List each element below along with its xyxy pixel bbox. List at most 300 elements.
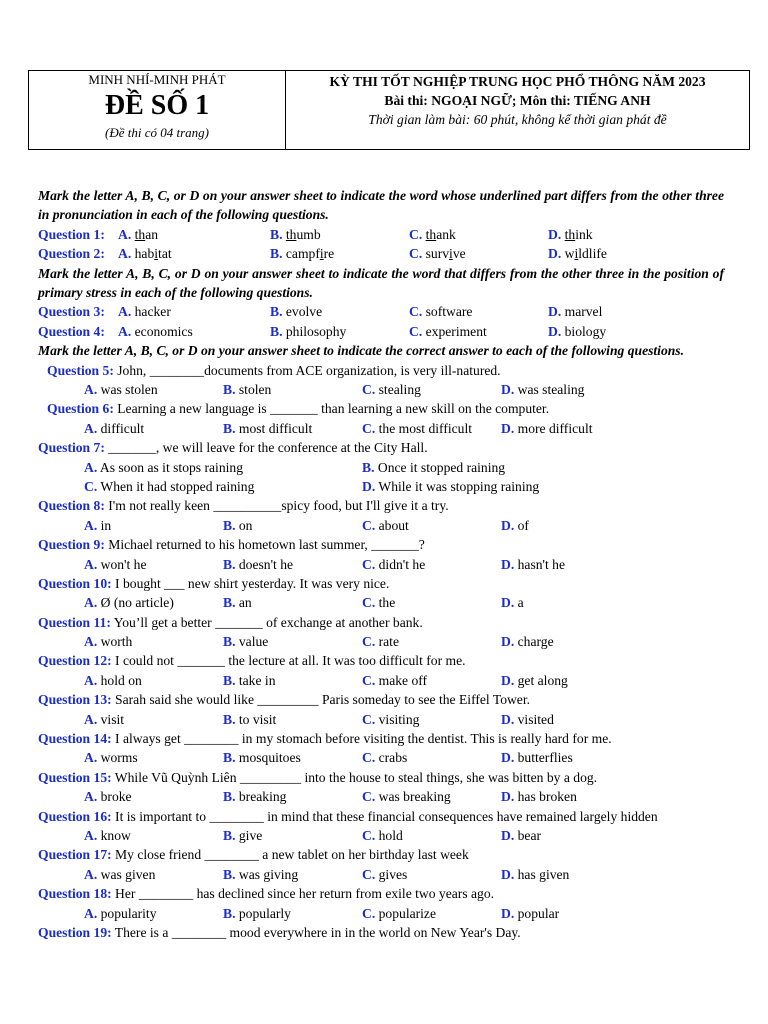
option-c[interactable] xyxy=(409,302,472,321)
question-label: Question 17: xyxy=(38,847,112,863)
option-d[interactable] xyxy=(501,865,569,884)
option-text: most difficult xyxy=(238,420,313,436)
option-c[interactable] xyxy=(362,671,427,690)
option-letter: B. xyxy=(223,556,236,572)
question-text: I'm not really keen __________spicy food, but I'll give it a try. xyxy=(108,498,449,514)
option-a[interactable] xyxy=(84,671,142,690)
option-letter: B. xyxy=(223,595,236,611)
option-text: surv xyxy=(425,246,450,262)
option-text: give xyxy=(238,827,263,843)
question-13-options xyxy=(38,710,724,729)
option-letter: D. xyxy=(548,304,562,320)
question-19 xyxy=(38,923,724,942)
option-letter: C. xyxy=(362,711,376,727)
option-letter: D. xyxy=(548,226,562,242)
option-letter: D. xyxy=(501,866,515,882)
option-text: ank xyxy=(436,226,456,242)
question-16 xyxy=(38,807,724,826)
option-text: hab xyxy=(134,246,155,262)
option-letter: C. xyxy=(362,420,376,436)
option-d[interactable] xyxy=(501,419,593,438)
question-label: Question 19: xyxy=(38,924,112,940)
option-b[interactable] xyxy=(223,748,301,767)
option-a[interactable] xyxy=(84,787,132,806)
question-14-options xyxy=(38,748,724,767)
option-text: hacker xyxy=(134,304,171,320)
option-text: As soon as it stops raining xyxy=(99,459,243,475)
option-letter: C. xyxy=(362,634,376,650)
question-2 xyxy=(38,244,724,263)
question-6 xyxy=(38,399,724,418)
option-d[interactable] xyxy=(548,244,607,263)
option-text: ink xyxy=(575,226,593,242)
question-label: Question 5: xyxy=(47,362,114,378)
option-d[interactable] xyxy=(501,787,577,806)
question-label: Question 10: xyxy=(38,575,112,591)
option-letter: A. xyxy=(118,304,132,320)
option-text: won't he xyxy=(100,556,147,572)
option-text: philosophy xyxy=(285,323,347,339)
question-7-options-row1 xyxy=(38,458,724,477)
instruction-pronunciation: Mark the letter A, B, C, or D on your answer sheet to indicate the word whose underlined part differs from the other three in pronunciation in each of the following questions. xyxy=(38,188,724,223)
option-d[interactable] xyxy=(548,322,606,341)
option-d[interactable] xyxy=(501,710,554,729)
question-label: Question 4: xyxy=(38,323,105,339)
question-label: Question 3: xyxy=(38,304,105,320)
option-text: has given xyxy=(517,866,570,882)
option-d[interactable] xyxy=(548,225,593,244)
option-d[interactable] xyxy=(501,380,584,399)
option-d[interactable] xyxy=(501,593,524,612)
underlined-part: th xyxy=(134,226,146,242)
question-label: Question 11: xyxy=(38,614,111,630)
option-c[interactable] xyxy=(362,593,395,612)
option-c[interactable] xyxy=(362,419,472,438)
option-letter: A. xyxy=(118,323,132,339)
option-text: visiting xyxy=(378,711,420,727)
option-text: re xyxy=(323,246,335,262)
question-text: It is important to ________ in mind that these financial consequences have remained largely hidden xyxy=(115,808,658,824)
option-letter: B. xyxy=(270,226,283,242)
option-letter: D. xyxy=(548,323,562,339)
option-letter: A. xyxy=(84,634,98,650)
option-text: popular xyxy=(517,905,560,921)
question-17-options xyxy=(38,865,724,884)
option-text: has broken xyxy=(517,789,577,805)
option-b[interactable] xyxy=(270,322,346,341)
option-b[interactable] xyxy=(270,225,321,244)
option-a[interactable] xyxy=(118,322,193,341)
question-10-options xyxy=(38,593,724,612)
option-a[interactable] xyxy=(84,748,138,767)
option-text: biology xyxy=(564,323,607,339)
option-b[interactable] xyxy=(362,458,505,477)
option-letter: C. xyxy=(409,246,423,262)
option-b[interactable] xyxy=(223,419,312,438)
option-text: take in xyxy=(238,672,276,688)
option-b[interactable] xyxy=(223,826,262,845)
option-a[interactable] xyxy=(84,593,174,612)
option-b[interactable] xyxy=(223,710,276,729)
question-17 xyxy=(38,845,724,864)
option-text: stolen xyxy=(238,381,272,397)
underlined-part: th xyxy=(564,226,576,242)
option-text: in xyxy=(100,517,112,533)
option-text: an xyxy=(145,226,159,242)
option-text: worms xyxy=(100,750,138,766)
exam-subject: Bài thi: NGOẠI NGỮ; Môn thi: TIẾNG ANH xyxy=(384,93,651,108)
option-b[interactable] xyxy=(270,302,322,321)
question-label: Question 6: xyxy=(47,401,114,417)
option-c[interactable] xyxy=(84,477,254,496)
option-d[interactable] xyxy=(501,632,554,651)
option-letter: C. xyxy=(362,517,376,533)
option-letter: C. xyxy=(84,478,98,494)
question-label: Question 14: xyxy=(38,731,112,747)
option-text: w xyxy=(564,246,575,262)
option-text: butterflies xyxy=(517,750,573,766)
question-text: _______, we will leave for the conference at the City Hall. xyxy=(108,440,428,456)
option-text: When it had stopped raining xyxy=(100,478,255,494)
option-text: tat xyxy=(158,246,172,262)
question-15 xyxy=(38,768,724,787)
option-a[interactable] xyxy=(84,865,155,884)
question-label: Question 2: xyxy=(38,246,105,262)
option-text: umb xyxy=(296,226,321,242)
option-letter: C. xyxy=(362,789,376,805)
question-4 xyxy=(38,322,724,341)
option-text: gives xyxy=(378,866,408,882)
option-letter: A. xyxy=(84,517,98,533)
question-10 xyxy=(38,574,724,593)
option-text: mosquitoes xyxy=(238,750,301,766)
underlined-part: th xyxy=(425,226,437,242)
underlined-part: i xyxy=(319,246,324,262)
question-text: I bought ___ new shirt yesterday. It was very nice. xyxy=(115,575,390,591)
question-label: Question 16: xyxy=(38,808,112,824)
option-letter: D. xyxy=(362,478,376,494)
question-9 xyxy=(38,535,724,554)
question-11-options xyxy=(38,632,724,651)
option-text: to visit xyxy=(238,711,277,727)
option-c[interactable] xyxy=(362,380,421,399)
option-b[interactable] xyxy=(270,244,334,263)
exam-content xyxy=(38,186,724,942)
question-text: Her ________ has declined since her return from exile two years ago. xyxy=(115,886,495,902)
option-letter: D. xyxy=(501,556,515,572)
option-c[interactable] xyxy=(362,904,436,923)
option-letter: A. xyxy=(84,866,98,882)
option-text: ldlife xyxy=(578,246,607,262)
option-text: more difficult xyxy=(517,420,593,436)
option-d[interactable] xyxy=(501,555,565,574)
option-text: economics xyxy=(134,323,193,339)
question-text: While Vũ Quỳnh Liên _________ into the house to steal things, she was bitten by a dog. xyxy=(114,769,598,785)
question-label: Question 18: xyxy=(38,886,112,902)
option-d[interactable] xyxy=(501,671,568,690)
option-d[interactable] xyxy=(501,826,541,845)
question-3 xyxy=(38,302,724,321)
option-letter: D. xyxy=(501,595,515,611)
option-b[interactable] xyxy=(223,787,286,806)
option-text: didn't he xyxy=(378,556,426,572)
option-letter: B. xyxy=(270,246,283,262)
option-c[interactable] xyxy=(362,865,407,884)
option-d[interactable] xyxy=(501,516,529,535)
option-text: about xyxy=(378,517,409,533)
option-text: Ø (no article) xyxy=(100,595,174,611)
option-text: visit xyxy=(100,711,125,727)
option-b[interactable] xyxy=(223,555,293,574)
question-8-options xyxy=(38,516,724,535)
option-d[interactable] xyxy=(548,302,602,321)
option-letter: C. xyxy=(362,672,376,688)
option-text: an xyxy=(238,595,252,611)
option-text: crabs xyxy=(378,750,408,766)
option-letter: A. xyxy=(84,381,98,397)
option-a[interactable] xyxy=(84,710,124,729)
question-7 xyxy=(38,438,724,457)
option-c[interactable] xyxy=(362,516,409,535)
option-text: a xyxy=(517,595,524,611)
option-text: experiment xyxy=(425,323,487,339)
option-a[interactable] xyxy=(118,225,158,244)
option-letter: B. xyxy=(223,381,236,397)
option-a[interactable] xyxy=(84,904,157,923)
option-letter: C. xyxy=(362,750,376,766)
option-letter: B. xyxy=(270,323,283,339)
option-text: the most difficult xyxy=(378,420,473,436)
option-text: value xyxy=(238,634,269,650)
option-text: doesn't he xyxy=(238,556,294,572)
time-note: Thời gian làm bài: 60 phút, không kể thời gian phát đề xyxy=(368,112,667,127)
question-6-options xyxy=(38,419,724,438)
option-c[interactable] xyxy=(362,710,419,729)
question-16-options xyxy=(38,826,724,845)
option-letter: A. xyxy=(84,789,98,805)
question-label: Question 1: xyxy=(38,226,105,242)
question-label: Question 12: xyxy=(38,653,112,669)
pages-note: (Đề thi có 04 trang) xyxy=(105,125,209,140)
option-d[interactable] xyxy=(501,904,559,923)
option-letter: C. xyxy=(409,226,423,242)
question-label: Question 8: xyxy=(38,498,105,514)
option-letter: D. xyxy=(501,827,515,843)
option-a[interactable] xyxy=(84,632,132,651)
option-c[interactable] xyxy=(362,826,403,845)
option-a[interactable] xyxy=(118,302,171,321)
option-text: While it was stopping raining xyxy=(378,478,540,494)
question-text: Michael returned to his hometown last summer, _______? xyxy=(108,537,425,553)
option-text: the xyxy=(378,595,396,611)
option-letter: A. xyxy=(84,827,98,843)
question-text: You’ll get a better _______ of exchange at another bank. xyxy=(113,614,423,630)
exam-title: KỲ THI TỐT NGHIỆP TRUNG HỌC PHỔ THÔNG NĂM 2023 xyxy=(329,74,706,89)
option-b[interactable] xyxy=(223,380,271,399)
option-text: was breaking xyxy=(378,789,451,805)
option-a[interactable] xyxy=(84,826,131,845)
option-letter: B. xyxy=(223,517,236,533)
option-text: broke xyxy=(100,789,132,805)
question-9-options xyxy=(38,555,724,574)
option-c[interactable] xyxy=(362,748,407,767)
question-1 xyxy=(38,225,724,244)
option-letter: B. xyxy=(223,420,236,436)
option-letter: C. xyxy=(409,304,423,320)
option-letter: C. xyxy=(362,595,376,611)
option-letter: D. xyxy=(501,420,515,436)
option-letter: D. xyxy=(501,517,515,533)
option-text: on xyxy=(238,517,253,533)
question-5-options xyxy=(38,380,724,399)
option-text: evolve xyxy=(285,304,323,320)
header-left-cell xyxy=(29,71,286,149)
option-text: get along xyxy=(517,672,568,688)
question-7-options-row2 xyxy=(38,477,724,496)
option-a[interactable] xyxy=(84,555,147,574)
option-letter: C. xyxy=(362,381,376,397)
question-text: Learning a new language is _______ than learning a new skill on the computer. xyxy=(117,401,550,417)
option-text: charge xyxy=(517,634,554,650)
option-letter: B. xyxy=(223,750,236,766)
option-letter: C. xyxy=(362,556,376,572)
question-label: Question 13: xyxy=(38,692,112,708)
exam-code: ĐỀ SỐ 1 xyxy=(104,90,210,121)
option-letter: D. xyxy=(501,789,515,805)
question-5 xyxy=(38,361,724,380)
option-letter: B. xyxy=(223,634,236,650)
question-text: I always get ________ in my stomach before visiting the dentist. This is really hard for me. xyxy=(115,731,612,747)
option-letter: A. xyxy=(84,556,98,572)
option-letter: C. xyxy=(409,323,423,339)
underlined-part: th xyxy=(285,226,297,242)
option-letter: B. xyxy=(223,905,236,921)
question-15-options xyxy=(38,787,724,806)
question-text: Sarah said she would like _________ Paris someday to see the Eiffel Tower. xyxy=(115,692,531,708)
option-a[interactable] xyxy=(118,244,172,263)
option-letter: C. xyxy=(362,905,376,921)
option-text: make off xyxy=(378,672,428,688)
option-letter: A. xyxy=(84,672,98,688)
question-18 xyxy=(38,884,724,903)
question-label: Question 15: xyxy=(38,769,112,785)
question-text: My close friend ________ a new tablet on her birthday last week xyxy=(115,847,469,863)
option-letter: C. xyxy=(362,866,376,882)
option-text: breaking xyxy=(238,789,287,805)
question-12 xyxy=(38,651,724,670)
option-text: know xyxy=(100,827,131,843)
option-b[interactable] xyxy=(223,904,291,923)
option-text: hold on xyxy=(100,672,142,688)
question-14 xyxy=(38,729,724,748)
option-c[interactable] xyxy=(409,225,456,244)
option-a[interactable] xyxy=(84,419,144,438)
option-b[interactable] xyxy=(223,632,268,651)
option-a[interactable] xyxy=(84,516,111,535)
option-b[interactable] xyxy=(223,516,252,535)
question-13 xyxy=(38,690,724,709)
option-letter: B. xyxy=(223,789,236,805)
underlined-part: i xyxy=(574,246,579,262)
underlined-part: i xyxy=(154,246,159,262)
option-letter: A. xyxy=(84,711,98,727)
option-letter: C. xyxy=(362,827,376,843)
exam-header xyxy=(28,70,750,150)
option-text: marvel xyxy=(564,304,603,320)
option-text: stealing xyxy=(378,381,421,397)
option-letter: A. xyxy=(84,459,98,475)
option-text: bear xyxy=(517,827,542,843)
question-text: John, ________documents from ACE organization, is very ill-natured. xyxy=(117,362,501,378)
option-letter: A. xyxy=(84,420,98,436)
question-label: Question 9: xyxy=(38,537,105,553)
option-letter: A. xyxy=(118,226,132,242)
instruction-correct-answer: Mark the letter A, B, C, or D on your answer sheet to indicate the correct answer to each of the following questions. xyxy=(38,343,684,359)
school-name: MINH NHÍ-MINH PHÁT xyxy=(88,72,226,87)
question-text: There is a ________ mood everywhere in in the world on New Year's Day. xyxy=(114,924,521,940)
option-c[interactable] xyxy=(362,555,425,574)
option-letter: B. xyxy=(223,866,236,882)
option-text: was stealing xyxy=(517,381,585,397)
option-b[interactable] xyxy=(223,593,252,612)
option-letter: B. xyxy=(223,711,236,727)
option-text: worth xyxy=(100,634,133,650)
header-right-cell xyxy=(286,71,749,149)
option-text: of xyxy=(517,517,529,533)
question-18-options xyxy=(38,904,724,923)
option-a[interactable] xyxy=(84,458,243,477)
option-c[interactable] xyxy=(409,244,466,263)
option-letter: B. xyxy=(223,827,236,843)
option-text: was given xyxy=(100,866,156,882)
option-letter: D. xyxy=(501,672,515,688)
option-letter: D. xyxy=(501,750,515,766)
option-text: hasn't he xyxy=(517,556,565,572)
option-text: popularly xyxy=(238,905,291,921)
option-text: was stolen xyxy=(100,381,158,397)
option-b[interactable] xyxy=(223,865,298,884)
option-b[interactable] xyxy=(223,671,276,690)
option-letter: A. xyxy=(84,595,98,611)
instruction-stress: Mark the letter A, B, C, or D on your answer sheet to indicate the word that differs from the other three in the position of primary stress in each of the following questions. xyxy=(38,265,724,300)
option-d[interactable] xyxy=(362,477,539,496)
option-c[interactable] xyxy=(409,322,487,341)
option-c[interactable] xyxy=(362,632,399,651)
option-text: popularize xyxy=(378,905,436,921)
option-a[interactable] xyxy=(84,380,158,399)
option-letter: B. xyxy=(270,304,283,320)
option-letter: D. xyxy=(501,711,515,727)
option-letter: B. xyxy=(223,672,236,688)
option-text: hold xyxy=(378,827,403,843)
option-letter: D. xyxy=(548,246,562,262)
question-text: I could not _______ the lecture at all. It was too difficult for me. xyxy=(115,653,466,669)
option-text: Once it stopped raining xyxy=(377,459,506,475)
question-8 xyxy=(38,496,724,515)
option-text: ve xyxy=(452,246,466,262)
option-c[interactable] xyxy=(362,787,451,806)
option-text: rate xyxy=(378,634,399,650)
option-letter: D. xyxy=(501,381,515,397)
question-12-options xyxy=(38,671,724,690)
underlined-part: i xyxy=(449,246,453,262)
question-11 xyxy=(38,613,724,632)
option-letter: A. xyxy=(84,750,98,766)
option-d[interactable] xyxy=(501,748,573,767)
option-text: software xyxy=(425,304,473,320)
option-text: visited xyxy=(517,711,554,727)
option-text: was giving xyxy=(238,866,299,882)
